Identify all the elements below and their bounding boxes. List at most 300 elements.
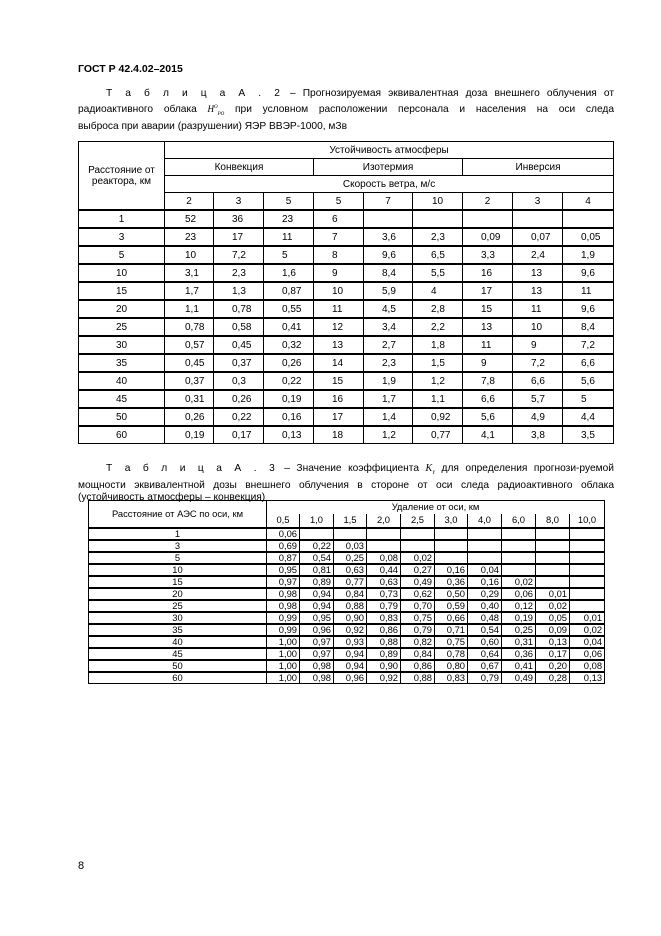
value-cell (536, 540, 570, 552)
value-cell: 3,5 (563, 426, 614, 444)
value-cell: 7,2 (563, 336, 614, 354)
value-cell: 0,48 (468, 612, 502, 624)
table-row (79, 318, 614, 336)
value-cell: 0,75 (401, 612, 435, 624)
value-cell: 0,07 (513, 228, 563, 246)
header-stability: Устойчивость атмосферы (165, 142, 614, 159)
value-cell: 0,29 (468, 588, 502, 600)
value-cell (502, 552, 536, 564)
table-row (89, 624, 605, 636)
value-cell: 0,02 (570, 624, 605, 636)
value-cell: 0,36 (502, 648, 536, 660)
value-cell: 0,80 (435, 660, 468, 672)
value-cell: 16 (463, 264, 513, 282)
value-cell: 0,99 (267, 624, 300, 636)
distance-cell: 30 (89, 612, 267, 624)
value-cell: 0,55 (264, 300, 314, 318)
value-cell: 0,01 (536, 588, 570, 600)
value-cell: 0,12 (502, 600, 536, 612)
value-cell: 0,01 (570, 612, 605, 624)
value-cell: 0,22 (264, 372, 314, 390)
header-speed-cell: 2 (463, 193, 513, 211)
value-cell: 36 (214, 210, 264, 228)
value-cell: 6,6 (563, 354, 614, 372)
value-cell: 0,37 (214, 354, 264, 372)
value-cell: 3,4 (364, 318, 413, 336)
value-cell: 6,6 (513, 372, 563, 390)
value-cell: 1,1 (165, 300, 214, 318)
value-cell: 0,87 (267, 552, 300, 564)
value-cell: 0,06 (502, 588, 536, 600)
value-cell: 0,02 (502, 576, 536, 588)
value-cell: 1,00 (267, 636, 300, 648)
table-row (89, 660, 605, 672)
value-cell: 3,1 (165, 264, 214, 282)
value-cell: 0,98 (300, 672, 334, 684)
value-cell: 1,2 (364, 426, 413, 444)
value-cell: 11 (314, 300, 364, 318)
value-cell: 0,88 (334, 600, 367, 612)
distance-cell: 20 (79, 300, 165, 318)
value-cell: 2,8 (413, 300, 463, 318)
value-cell: 0,93 (334, 636, 367, 648)
value-cell: 4 (413, 282, 463, 300)
value-cell (570, 576, 605, 588)
header-speed-cell: 10 (413, 193, 463, 211)
value-cell: 12 (314, 318, 364, 336)
value-cell: 5,9 (364, 282, 413, 300)
value-cell: 4,9 (513, 408, 563, 426)
value-cell: 1,7 (364, 390, 413, 408)
value-cell: 0,54 (468, 624, 502, 636)
value-cell: 2,3 (364, 354, 413, 372)
value-cell: 5,5 (413, 264, 463, 282)
distance-cell: 40 (79, 372, 165, 390)
header-offset-cell: 6,0 (502, 514, 536, 528)
value-cell: 0,36 (435, 576, 468, 588)
value-cell: 3,6 (364, 228, 413, 246)
distance-cell: 10 (79, 264, 165, 282)
value-cell: 0,17 (536, 648, 570, 660)
value-cell: 0,96 (334, 672, 367, 684)
value-cell: 7,2 (513, 354, 563, 372)
value-cell: 9,6 (364, 246, 413, 264)
value-cell: 0,16 (468, 576, 502, 588)
value-cell: 9,6 (563, 264, 614, 282)
distance-cell: 35 (89, 624, 267, 636)
value-cell: 0,26 (165, 408, 214, 426)
value-cell: 1,9 (563, 246, 614, 264)
value-cell: 0,26 (214, 390, 264, 408)
distance-cell: 45 (79, 390, 165, 408)
value-cell: 0,22 (214, 408, 264, 426)
value-cell: 0,97 (267, 576, 300, 588)
value-cell: 0,45 (165, 354, 214, 372)
value-cell (570, 600, 605, 612)
value-cell: 0,92 (413, 408, 463, 426)
value-cell: 4,5 (364, 300, 413, 318)
value-cell: 0,83 (435, 672, 468, 684)
value-cell: 11 (463, 336, 513, 354)
value-cell: 0,20 (536, 660, 570, 672)
value-cell: 0,77 (334, 576, 367, 588)
table-row (79, 390, 614, 408)
value-cell: 5,6 (463, 408, 513, 426)
header-inversion: Инверсия (463, 159, 614, 176)
value-cell: 0,19 (264, 390, 314, 408)
value-cell (435, 528, 468, 540)
value-cell: 0,99 (267, 612, 300, 624)
value-cell: 0,90 (367, 660, 401, 672)
value-cell: 0,89 (300, 576, 334, 588)
table-row (79, 210, 614, 228)
header-offset: Удаление от оси, км (267, 501, 605, 514)
value-cell: 5 (264, 246, 314, 264)
distance-cell: 5 (89, 552, 267, 564)
distance-cell: 40 (89, 636, 267, 648)
value-cell: 17 (314, 408, 364, 426)
value-cell: 13 (463, 318, 513, 336)
value-cell (413, 210, 463, 228)
table-a2-label: Т а б л и ц а А . 2 (106, 88, 283, 99)
value-cell (401, 528, 435, 540)
header-offset-cell: 10,0 (570, 514, 605, 528)
value-cell: 0,05 (536, 612, 570, 624)
value-cell: 1,2 (413, 372, 463, 390)
value-cell: 0,25 (502, 624, 536, 636)
value-cell: 3,8 (513, 426, 563, 444)
value-cell: 8,4 (364, 264, 413, 282)
value-cell: 0,63 (334, 564, 367, 576)
value-cell: 17 (463, 282, 513, 300)
value-cell: 13 (513, 264, 563, 282)
value-cell: 0,50 (435, 588, 468, 600)
value-cell: 0,73 (367, 588, 401, 600)
header-distance: Расстояние от реактора, км (79, 142, 165, 211)
value-cell: 0,60 (468, 636, 502, 648)
value-cell: 0,64 (468, 648, 502, 660)
table-row (89, 672, 605, 684)
value-cell: 0,06 (570, 648, 605, 660)
value-cell: 1,3 (214, 282, 264, 300)
distance-cell: 3 (89, 540, 267, 552)
value-cell: 0,37 (165, 372, 214, 390)
header-offset-cell: 4,0 (468, 514, 502, 528)
value-cell: 0,86 (367, 624, 401, 636)
value-cell: 9 (513, 336, 563, 354)
value-cell: 13 (513, 282, 563, 300)
value-cell: 14 (314, 354, 364, 372)
value-cell: 0,28 (536, 672, 570, 684)
value-cell: 0,87 (264, 282, 314, 300)
value-cell: 0,98 (267, 600, 300, 612)
value-cell (435, 552, 468, 564)
value-cell: 0,17 (214, 426, 264, 444)
table-row (89, 588, 605, 600)
value-cell (536, 576, 570, 588)
distance-cell: 30 (79, 336, 165, 354)
value-cell: 2,3 (413, 228, 463, 246)
value-cell: 0,94 (334, 648, 367, 660)
value-cell: 0,94 (334, 660, 367, 672)
value-cell: 0,58 (214, 318, 264, 336)
header-wind-speed: Скорость ветра, м/с (165, 176, 614, 193)
value-cell: 0,04 (468, 564, 502, 576)
value-cell: 0,79 (401, 624, 435, 636)
value-cell (367, 540, 401, 552)
table-row (79, 426, 614, 444)
value-cell (468, 528, 502, 540)
value-cell: 7 (314, 228, 364, 246)
value-cell: 0,49 (401, 576, 435, 588)
value-cell: 15 (463, 300, 513, 318)
table-row (79, 282, 614, 300)
value-cell: 10 (314, 282, 364, 300)
value-cell: 52 (165, 210, 214, 228)
value-cell: 0,13 (264, 426, 314, 444)
distance-cell: 10 (89, 564, 267, 576)
value-cell (513, 210, 563, 228)
value-cell: 1,4 (364, 408, 413, 426)
value-cell: 13 (314, 336, 364, 354)
value-cell: 0,71 (435, 624, 468, 636)
table-row (89, 552, 605, 564)
page-number: 8 (78, 860, 85, 872)
distance-cell: 1 (79, 210, 165, 228)
value-cell: 0,3 (214, 372, 264, 390)
value-cell: 11 (513, 300, 563, 318)
value-cell (364, 210, 413, 228)
value-cell: 5,6 (563, 372, 614, 390)
table-a3-label: Т а б л и ц а А . 3 (106, 463, 278, 474)
header-distance-aes: Расстояние от АЭС по оси, км (89, 501, 267, 529)
value-cell (468, 540, 502, 552)
value-cell: 2,3 (214, 264, 264, 282)
value-cell (502, 540, 536, 552)
value-cell: 0,62 (401, 588, 435, 600)
value-cell: 8,4 (563, 318, 614, 336)
value-cell: 2,4 (513, 246, 563, 264)
value-cell (502, 564, 536, 576)
value-cell (570, 588, 605, 600)
table-row (79, 228, 614, 246)
value-cell: 1,1 (413, 390, 463, 408)
header-speed-cell: 7 (364, 193, 413, 211)
value-cell: 0,97 (300, 648, 334, 660)
value-cell: 0,66 (435, 612, 468, 624)
value-cell: 0,83 (367, 612, 401, 624)
value-cell (570, 540, 605, 552)
header-isotherm: Изотермия (314, 159, 463, 176)
value-cell: 0,92 (334, 624, 367, 636)
value-cell: 23 (264, 210, 314, 228)
value-cell: 0,88 (367, 636, 401, 648)
table-row (89, 636, 605, 648)
value-cell: 0,84 (401, 648, 435, 660)
value-cell: 6,6 (463, 390, 513, 408)
distance-cell: 50 (79, 408, 165, 426)
table-row (89, 612, 605, 624)
value-cell: 0,08 (367, 552, 401, 564)
value-cell: 0,25 (334, 552, 367, 564)
header-speed-cell: 5 (264, 193, 314, 211)
value-cell: 9 (463, 354, 513, 372)
value-cell (300, 528, 334, 540)
value-cell: 0,32 (264, 336, 314, 354)
value-cell: 0,94 (300, 600, 334, 612)
table-a2-caption: Т а б л и ц а А . 2 – Прогнозируемая эквивалентная доза внешнего облучения от радиоактивного облака $H^О_{РО}$ при условном расположении персонала и населения на оси следа выброса при аварии (разрушении) ЯЭР ВВЭР-1000, мЗв (78, 88, 615, 132)
header-offset-cell: 8,0 (536, 514, 570, 528)
value-cell: 0,44 (367, 564, 401, 576)
table-row (89, 540, 605, 552)
value-cell (570, 528, 605, 540)
value-cell: 0,41 (264, 318, 314, 336)
value-cell: 0,16 (264, 408, 314, 426)
value-cell (435, 540, 468, 552)
value-cell: 8 (314, 246, 364, 264)
value-cell (463, 210, 513, 228)
distance-cell: 20 (89, 588, 267, 600)
value-cell: 0,67 (468, 660, 502, 672)
value-cell: 0,13 (570, 672, 605, 684)
value-cell: 23 (165, 228, 214, 246)
value-cell: 0,40 (468, 600, 502, 612)
value-cell: 0,22 (300, 540, 334, 552)
table-row (79, 336, 614, 354)
value-cell: 18 (314, 426, 364, 444)
value-cell: 5 (563, 390, 614, 408)
value-cell: 0,69 (267, 540, 300, 552)
value-cell: 17 (214, 228, 264, 246)
value-cell: 0,59 (435, 600, 468, 612)
value-cell (334, 528, 367, 540)
header-offset-cell: 2,0 (367, 514, 401, 528)
value-cell (536, 564, 570, 576)
value-cell: 1,00 (267, 660, 300, 672)
header-speed-cell: 5 (314, 193, 364, 211)
value-cell: 0,19 (165, 426, 214, 444)
distance-cell: 45 (89, 648, 267, 660)
value-cell: 1,9 (364, 372, 413, 390)
value-cell: 2,7 (364, 336, 413, 354)
value-cell: 10 (165, 246, 214, 264)
value-cell: 0,98 (300, 660, 334, 672)
distance-cell: 50 (89, 660, 267, 672)
value-cell: 1,5 (413, 354, 463, 372)
table-row (89, 564, 605, 576)
value-cell: 0,96 (300, 624, 334, 636)
value-cell (401, 540, 435, 552)
value-cell: 1,00 (267, 648, 300, 660)
value-cell: 7,2 (214, 246, 264, 264)
value-cell (570, 564, 605, 576)
distance-cell: 3 (79, 228, 165, 246)
value-cell: 4,4 (563, 408, 614, 426)
value-cell: 2,2 (413, 318, 463, 336)
value-cell: 7,8 (463, 372, 513, 390)
value-cell: 0,63 (367, 576, 401, 588)
value-cell: 0,84 (334, 588, 367, 600)
header-speed-cell: 2 (165, 193, 214, 211)
value-cell: 0,78 (435, 648, 468, 660)
value-cell: 3,3 (463, 246, 513, 264)
value-cell: 0,79 (367, 600, 401, 612)
table-a3 (88, 500, 605, 684)
value-cell: 0,70 (401, 600, 435, 612)
value-cell: 0,94 (300, 588, 334, 600)
distance-cell: 5 (79, 246, 165, 264)
table-row (89, 576, 605, 588)
value-cell: 16 (314, 390, 364, 408)
header-offset-cell: 2,5 (401, 514, 435, 528)
distance-cell: 60 (89, 672, 267, 684)
value-cell: 1,8 (413, 336, 463, 354)
value-cell: 0,81 (300, 564, 334, 576)
coefficient-symbol: $K_Y$ (425, 463, 435, 476)
table-a2-body (79, 210, 614, 444)
value-cell: 0,02 (401, 552, 435, 564)
table-a2 (78, 141, 614, 444)
value-cell: 0,09 (463, 228, 513, 246)
value-cell: 0,97 (300, 636, 334, 648)
value-cell (536, 528, 570, 540)
value-cell (570, 552, 605, 564)
distance-cell: 15 (79, 282, 165, 300)
table-row (79, 264, 614, 282)
header-offset-cell: 3,0 (435, 514, 468, 528)
value-cell: 0,31 (165, 390, 214, 408)
value-cell (502, 528, 536, 540)
value-cell: 9,6 (563, 300, 614, 318)
value-cell: 0,79 (468, 672, 502, 684)
value-cell (536, 552, 570, 564)
header-speed-cell: 3 (214, 193, 264, 211)
value-cell: 0,78 (214, 300, 264, 318)
value-cell: 5,7 (513, 390, 563, 408)
header-offset-cell: 1,0 (300, 514, 334, 528)
table-row (79, 408, 614, 426)
distance-cell: 35 (79, 354, 165, 372)
distance-cell: 60 (79, 426, 165, 444)
table-row (89, 648, 605, 660)
header-speed-cell: 3 (513, 193, 563, 211)
value-cell: 0,95 (267, 564, 300, 576)
value-cell: 0,13 (536, 636, 570, 648)
value-cell: 0,89 (367, 648, 401, 660)
value-cell: 0,88 (401, 672, 435, 684)
value-cell (468, 552, 502, 564)
value-cell: 0,86 (401, 660, 435, 672)
value-cell: 6 (314, 210, 364, 228)
dose-symbol: $H^О_{РО}$ (207, 104, 225, 117)
value-cell: 0,75 (435, 636, 468, 648)
value-cell: 11 (563, 282, 614, 300)
document-header: ГОСТ Р 42.4.02–2015 (78, 63, 183, 75)
table-a3-caption: Т а б л и ц а А . 3 – Значение коэффициента $K_Y$ для определения прогнози-руемой мощности эквивалентной дозы внешнего облучения в стороне от оси следа радиоактивного облака (устойчивость атмосферы – конвекция) (78, 463, 614, 503)
value-cell (367, 528, 401, 540)
table-a3-body (89, 528, 605, 684)
value-cell: 0,04 (570, 636, 605, 648)
header-speed-cell: 4 (563, 193, 614, 211)
value-cell: 4,1 (463, 426, 513, 444)
value-cell: 0,19 (502, 612, 536, 624)
value-cell: 0,57 (165, 336, 214, 354)
value-cell: 0,05 (563, 228, 614, 246)
value-cell: 0,92 (367, 672, 401, 684)
value-cell: 0,45 (214, 336, 264, 354)
header-convection: Конвекция (165, 159, 314, 176)
distance-cell: 1 (89, 528, 267, 540)
